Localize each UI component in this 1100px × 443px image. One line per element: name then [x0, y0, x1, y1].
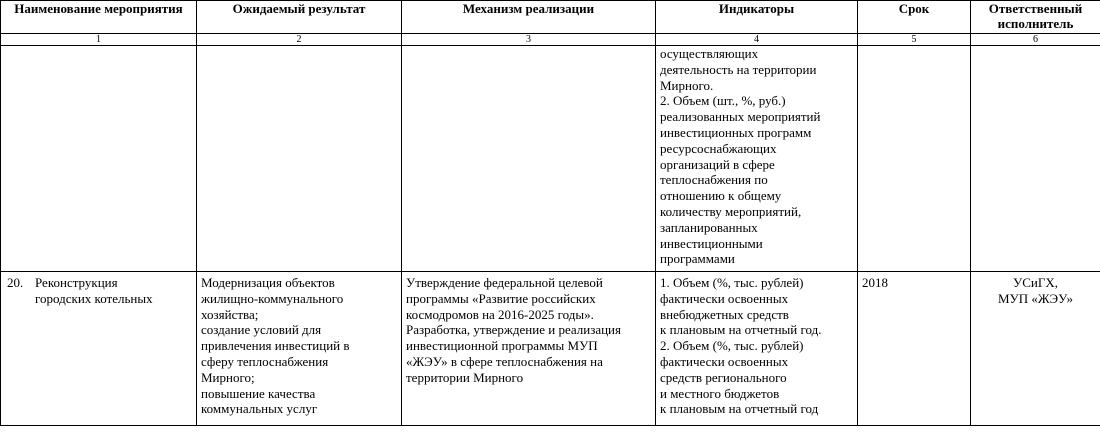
row-number: 20.	[7, 275, 24, 290]
header-row	[1, 1, 1100, 34]
cell-deadline-empty	[858, 46, 971, 272]
header-mechanism: Механизм реализации	[402, 1, 656, 34]
cell-name-empty	[1, 46, 197, 272]
header-indicators: Индикаторы	[656, 1, 858, 34]
table-row-continuation	[1, 46, 1100, 272]
header-result: Ожидаемый результат	[197, 1, 402, 34]
column-number-row	[1, 34, 1100, 46]
cell-mechanism: Утверждение федеральной целевой программы «Развитие российских космодромов на 2016-2025 годы». Разработка, утверждение и реализация инвестиционной программы МУП «ЖЭУ» в сфере теплоснабжения на территории Мирного	[402, 272, 656, 426]
header-name: Наименование мероприятия	[1, 1, 197, 34]
column-number: 4	[656, 34, 858, 46]
table-row-20	[1, 272, 1100, 426]
header-deadline: Срок	[858, 1, 971, 34]
column-number: 3	[402, 34, 656, 46]
cell-responsible: УСиГХ, МУП «ЖЭУ»	[971, 272, 1100, 426]
header-responsible: Ответственный исполнитель	[971, 1, 1100, 34]
cell-responsible-empty	[971, 46, 1100, 272]
cell-result: Модернизация объектов жилищно-коммунального хозяйства; создание условий для привлечения инвестиций в сферу теплоснабжения Мирного; повышение качества коммунальных услуг	[197, 272, 402, 426]
table-header	[1, 1, 1100, 46]
table-body	[1, 46, 1100, 426]
cell-mechanism-empty	[402, 46, 656, 272]
column-number: 1	[1, 34, 197, 46]
cell-indicators: осуществляющих деятельность на территории Мирного. 2. Объем (шт., %, руб.) реализованных мероприятий инвестиционных программ ресурсоснабжающих организаций в сфере теплоснабжения по отношению к общему количеству мероприятий, запланированных инвестиционными программами	[656, 46, 858, 272]
column-number: 5	[858, 34, 971, 46]
cell-indicators: 1. Объем (%, тыс. рублей) фактически освоенных внебюджетных средств к плановым на отчетный год. 2. Объем (%, тыс. рублей) фактически освоенных средств регионального и местного бюджетов к плановым на отчетный год	[656, 272, 858, 426]
cell-deadline: 2018	[858, 272, 971, 426]
column-number: 2	[197, 34, 402, 46]
column-number: 6	[971, 34, 1100, 46]
cell-result-empty	[197, 46, 402, 272]
cell-name	[1, 272, 197, 426]
measure-name: Реконструкция городских котельных	[35, 275, 153, 306]
